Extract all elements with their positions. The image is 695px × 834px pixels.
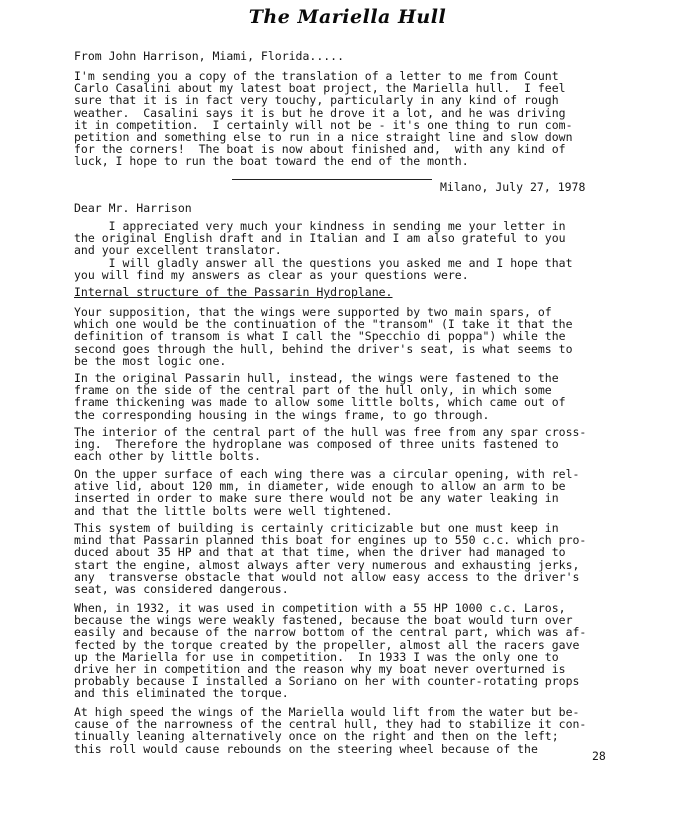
paragraph-spars: Your supposition, that the wings were supported by two main spars, of which one would be the continuation of the "transom" (I take it that the definition of transom is what I call the "Specchio di poppa") while the second goes through the hull, behind the driver's seat, is what seems to be the most logic one. bbox=[74, 305, 573, 368]
letter-salutation: Dear Mr. Harrison bbox=[74, 201, 192, 215]
page-title: The Mariella Hull bbox=[248, 6, 447, 28]
paragraph-building-system: This system of building is certainly criticizable but one must keep in mind that Passarin planned this boat for engines up to 550 c.c. which pro- duced about 35 HP and that at that time, when the driver had managed to start the engine, almost always after very numerous and exhausting jerks, any transverse obstacle that would not allow easy access to the driver's seat, was considered dangerous. bbox=[74, 521, 587, 597]
intro-from-line: From John Harrison, Miami, Florida..... bbox=[74, 49, 345, 63]
section-divider bbox=[232, 179, 432, 180]
paragraph-competition: When, in 1932, it was used in competition with a 55 HP 1000 c.c. Laros, because the wings were weakly fastened, because the boat would turn over easily and because of the narrow bottom of the central part, which was af- fected by the torque created by the propeller, almost all the racers gave up the Mariella for use in competition. In 1933 I was the only one to drive her in competition and the reason why my boat never overturned is probably because I installed a Soriano on her with counter-rotating props and this eliminated the torque. bbox=[74, 601, 587, 701]
paragraph-fastening: In the original Passarin hull, instead, the wings were fastened to the frame on the side of the central part of the hull only, in which some frame thickening was made to allow some little bolts, which came out of the corresponding housing in the wings frame, to go through. bbox=[74, 371, 566, 422]
paragraph-opening: On the upper surface of each wing there was a circular opening, with rel- ative lid, about 120 mm, in diameter, wide enough to allow an arm to be inserted in order to make sure there would not be any water leaking in and that the little bolts were well tightened. bbox=[74, 467, 580, 518]
paragraph-high-speed: At high speed the wings of the Mariella would lift from the water but be- cause of the narrowness of the central hull, they had to stabilize it con- tinually leaning alternatively once on the right and then on the left; this roll would cause rebounds on the steering wheel because of the bbox=[74, 705, 587, 756]
page-number: 28 bbox=[592, 749, 606, 763]
paragraph-interior: The interior of the central part of the hull was free from any spar cross- ing. Therefore the hydroplane was composed of three units fastened to each other by little bolts. bbox=[74, 425, 587, 464]
letter-opening: I appreciated very much your kindness in sending me your letter in the original English draft and in Italian and I am also grateful to you and your excellent translator. I will gladly answer all the questions you asked me and I hope that you will find my answers as clear as your questions were. bbox=[74, 219, 573, 282]
section-heading: Internal structure of the Passarin Hydroplane. bbox=[74, 285, 393, 299]
letter-date: Milano, July 27, 1978 bbox=[440, 180, 586, 194]
intro-paragraph: I'm sending you a copy of the translation of a letter to me from Count Carlo Casalini about my latest boat project, the Mariella hull. I feel sure that it is in fact very touchy, particularly in any kind of rough weather. Casalini says it is but he drove it a lot, and he was driving it in competition. I certainly will not be - it's one thing to run com- petition and something else to run in a nice straight line and slow down for the corners! The boat is now about finished and, with any kind of luck, I hope to run the boat toward the end of the month. bbox=[74, 69, 573, 169]
